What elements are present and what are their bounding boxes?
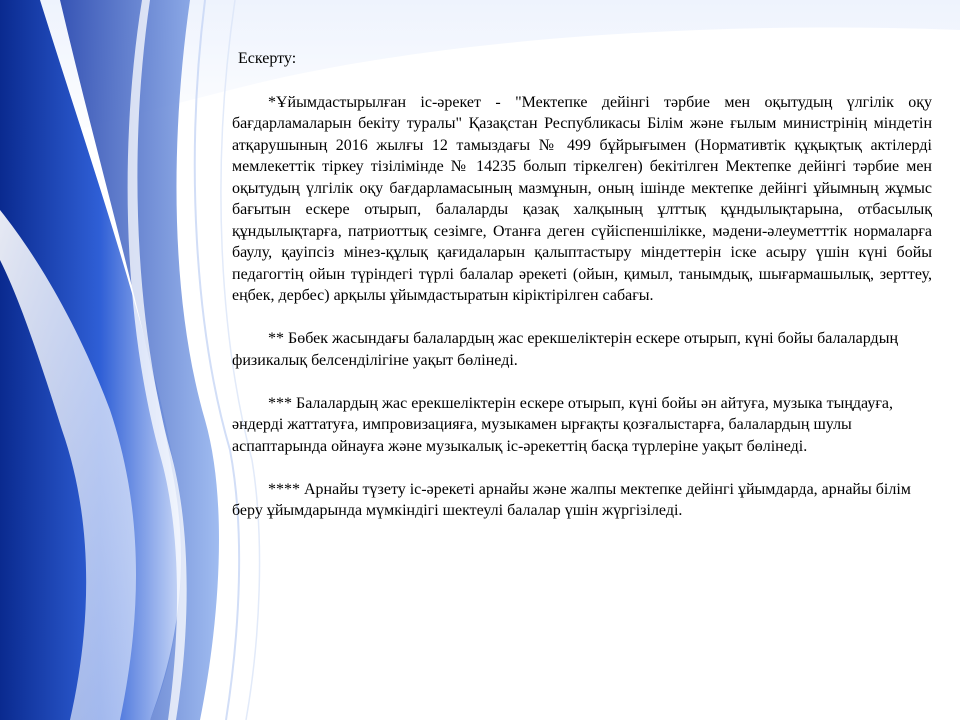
note-paragraph-1: *Ұйымдастырылған іс-әрекет - "Мектепке дейінгі тәрбие мен оқытудың үлгілік оқу бағдарламаларын бекіту туралы" Қазақстан Республикасы Білім және ғылым министрінің міндетін атқарушының 2016 жылғы 12 тамыздағы № 499 бұйрығымен (Нормативтік құқықтық актілерді мемлекеттік тіркеу тізілімінде № 14235 болып тіркелген) бекітілген Мектепке дейінгі тәрбие мен оқытудың үлгілік оқу бағдарламасының мазмұнын, оның ішінде мектепке дейінгі ұйымның жұмыс бағытын ескере отырып, балаларды қазақ халқының ұлттық құндылықтарына, отбасылық құндылықтарға, патриоттық сезімге, Отанға деген сүйіспеншілікке, мәдени-әлеуметттік нормаларға баулу, қауіпсіз мінез-құлық қағидаларын қалыптастыру міндеттерін іске асыру үшін күні бойы педагогтің ойын түріндегі түрлі балалар әрекеті (ойын, қимыл, танымдық, шығармашылық, зерттеу, еңбек, дербес) арқылы ұйымдастыратын кіріктірілген сабағы. (232, 93, 932, 304)
note-paragraph-4: **** Арнайы түзету іс-әрекеті арнайы және жалпы мектепке дейінгі ұйымдарда, арнайы білім беру ұйымдарында мүмкіндігі шектеулі балалар үшін жүргізіледі. (232, 480, 911, 519)
note-paragraph-3: *** Балалардың жас ерекшеліктерін ескере отырып, күні бойы ән айтуға, музыка тыңдауға, әндерді жаттатуға, импровизацияға, музыкамен ырғақты қозғалыстарға, балалардың шулы аспаптарында ойнауға және музыкалық іс-әрекеттің басқа түрлеріне уақыт бөлінеді. (232, 394, 893, 455)
note-text-block (232, 48, 932, 543)
note-title: Ескерту: (238, 50, 297, 67)
note-paragraph-2: ** Бөбек жасындағы балалардың жас ерекшеліктерін ескере отырып, күні бойы балалардың физикалық белсенділігіне уақыт бөлінеді. (232, 330, 898, 369)
